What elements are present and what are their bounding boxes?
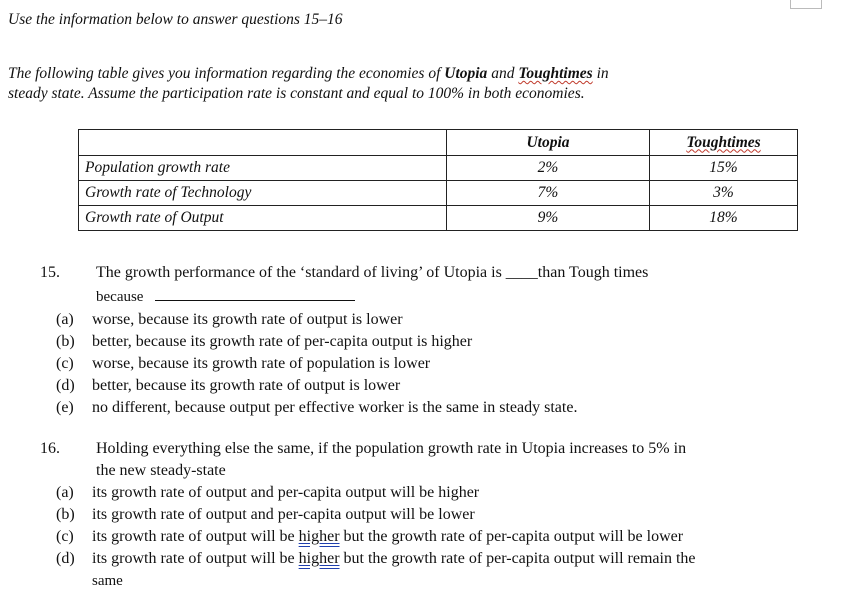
option-letter: (e) xyxy=(56,399,74,416)
table-header-toughtimes-text: Toughtimes xyxy=(686,133,761,151)
table-row-label: Growth rate of Technology xyxy=(79,181,447,206)
q16-option-d[interactable] xyxy=(56,548,696,570)
intro-toughtimes: Toughtimes xyxy=(518,65,593,82)
q15-option-b[interactable] xyxy=(56,331,472,353)
table-row xyxy=(79,156,798,181)
option-text-pre: its growth rate of output will be xyxy=(92,550,299,567)
q15-option-a[interactable] xyxy=(56,309,403,331)
option-text-post: but the growth rate of per-capita output will be lower xyxy=(339,528,684,545)
option-text-emph: higher xyxy=(298,528,340,545)
option-text: no different, because output per effective worker is the same in steady state. xyxy=(92,399,578,416)
option-letter: (d) xyxy=(56,550,75,567)
intro-part1: The following table gives you information regarding the economies of xyxy=(8,65,445,82)
option-letter: (c) xyxy=(56,355,74,372)
table-row xyxy=(79,206,798,231)
q15-text-b: than Tough times xyxy=(537,264,649,281)
option-letter: (a) xyxy=(56,311,74,328)
table-cell-toughtimes: 15% xyxy=(650,156,798,181)
q15-blank: ____ xyxy=(505,264,538,281)
intro-utopia: Utopia xyxy=(444,65,488,82)
q15-option-d[interactable] xyxy=(56,375,400,397)
option-text-pre: its growth rate of output will be xyxy=(92,528,299,545)
q16-stem-line1: Holding everything else the same, if the population growth rate in Utopia increases to 5% in xyxy=(96,440,687,457)
q16-number: 16. xyxy=(40,440,60,457)
economy-table xyxy=(78,129,798,231)
page-corner-mark xyxy=(790,0,822,9)
option-letter: (c) xyxy=(56,528,74,545)
table-row xyxy=(79,181,798,206)
q15-stem-line1 xyxy=(96,262,648,284)
table-cell-utopia: 9% xyxy=(447,206,650,231)
intro-paragraph xyxy=(8,64,609,104)
option-text-post: but the growth rate of per-capita output will remain the xyxy=(339,550,696,567)
q15-number: 15. xyxy=(40,264,60,281)
q15-text-a: The growth performance of the ‘standard of living’ of Utopia is xyxy=(96,264,506,281)
option-text: its growth rate of output and per-capita output will be higher xyxy=(92,484,480,501)
option-text: worse, because its growth rate of population is lower xyxy=(92,355,431,372)
table-header-row xyxy=(79,130,798,156)
option-text: better, because its growth rate of output is lower xyxy=(92,377,401,394)
intro-and: and xyxy=(487,65,519,82)
table-cell-toughtimes: 3% xyxy=(650,181,798,206)
option-text: worse, because its growth rate of output is lower xyxy=(92,311,403,328)
instruction-text: Use the information below to answer questions 15–16 xyxy=(8,11,343,28)
q16-option-b[interactable] xyxy=(56,504,475,526)
q16-option-a[interactable] xyxy=(56,482,479,504)
q15-stem-line2 xyxy=(96,286,355,308)
table-header-empty xyxy=(79,130,447,156)
option-text-emph: higher xyxy=(298,550,340,567)
q16-stem-line2: the new steady-state xyxy=(96,462,226,479)
option-text: better, because its growth rate of per-capita output is higher xyxy=(92,333,473,350)
option-text: its growth rate of output and per-capita output will be lower xyxy=(92,506,475,523)
q16-option-d-continuation: same xyxy=(92,573,123,589)
intro-line2: steady state. Assume the participation rate is constant and equal to 100% in both economies. xyxy=(8,85,585,102)
q15-option-c[interactable] xyxy=(56,353,430,375)
table-row-label: Population growth rate xyxy=(79,156,447,181)
table-header-toughtimes xyxy=(650,130,798,156)
q15-option-e[interactable] xyxy=(56,397,577,419)
table-cell-utopia: 7% xyxy=(447,181,650,206)
option-letter: (b) xyxy=(56,333,75,350)
q15-answer-line xyxy=(155,286,355,301)
option-letter: (b) xyxy=(56,506,75,523)
table-cell-toughtimes: 18% xyxy=(650,206,798,231)
table-row-label: Growth rate of Output xyxy=(79,206,447,231)
intro-part2: in xyxy=(592,65,609,82)
option-letter: (a) xyxy=(56,484,74,501)
q16-option-c[interactable] xyxy=(56,526,683,548)
table-cell-utopia: 2% xyxy=(447,156,650,181)
q15-because: because xyxy=(96,289,144,305)
option-letter: (d) xyxy=(56,377,75,394)
table-header-utopia: Utopia xyxy=(447,130,650,156)
